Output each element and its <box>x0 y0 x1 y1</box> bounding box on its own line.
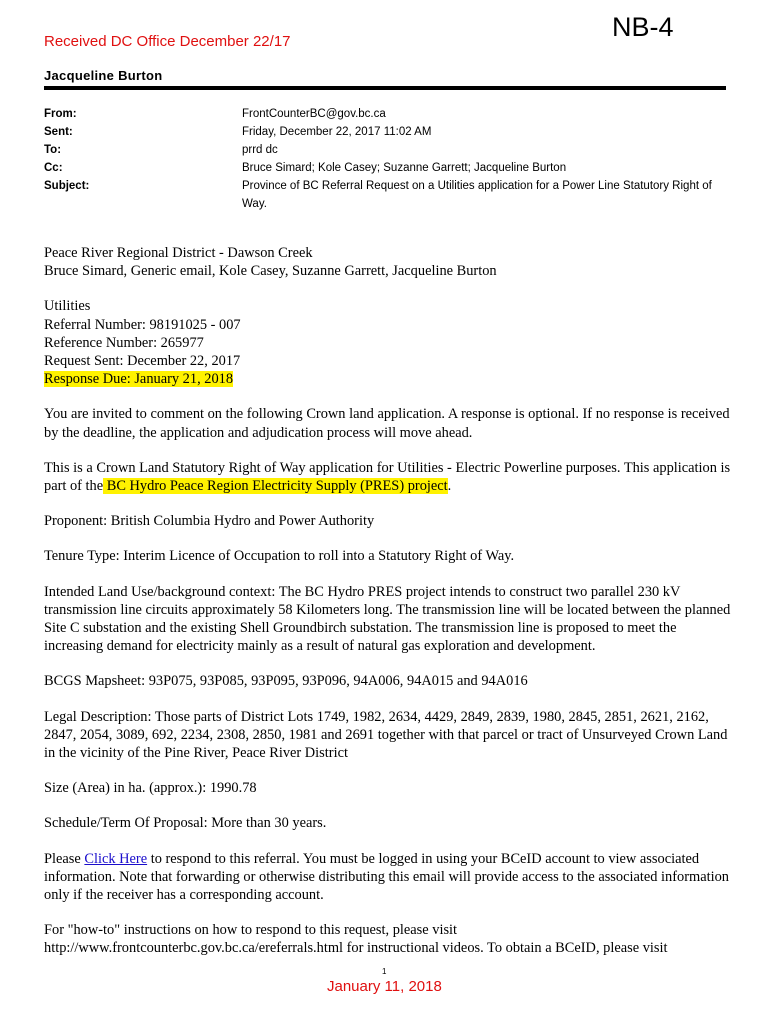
project-highlight: BC Hydro Peace Region Electricity Supply (PRES) project <box>103 478 448 495</box>
response-due: Response Due: January 21, 2018 <box>44 371 234 388</box>
email-body <box>44 244 734 975</box>
request-sent: Request Sent: December 22, 2017 <box>44 353 241 370</box>
header-label: Subject: <box>44 180 90 192</box>
intended-use-paragraph: Intended Land Use/background context: The BC Hydro PRES project intends to construct two parallel 230 kV transmission line circuits approximately 58 Kilometers long. The transmission line will be located between the planned Site C substation and the existing Shell Groundbirch substation. The transmission line is proposed to meet the increasing demand for electricity mainly as a result of natural gas exploration and development. <box>44 583 731 655</box>
respond-pre: Please <box>44 850 85 867</box>
header-label: Sent: <box>44 126 73 138</box>
click-here-link[interactable]: Click Here <box>84 850 148 867</box>
reference-number: Reference Number: 265977 <box>44 334 204 351</box>
header-cc <box>44 159 724 177</box>
referral-number: Referral Number: 98191025 - 007 <box>44 316 241 333</box>
header-value: prrd dc <box>242 144 278 156</box>
header-value: Friday, December 22, 2017 11:02 AM <box>242 126 432 138</box>
referral-category: Utilities <box>44 298 91 315</box>
size-paragraph: Size (Area) in ha. (approx.): 1990.78 <box>44 780 257 797</box>
header-label: Cc: <box>44 162 63 174</box>
header-value: Province of BC Referral Request on a Utilities application for a Power Line Statutory Right of Way. <box>242 180 712 210</box>
author-name: Jacqueline Burton <box>44 68 163 83</box>
mapsheet-paragraph: BCGS Mapsheet: 93P075, 93P085, 93P095, 93P096, 94A006, 94A015 and 94A016 <box>44 673 528 690</box>
howto-paragraph: For "how-to" instructions on how to respond to this request, please visit http://www.frontcounterbc.gov.bc.ca/ereferrals.html for instructional videos. To obtain a BCeID, please visit <box>44 922 668 957</box>
purpose-end: . <box>447 478 452 495</box>
tenure-paragraph: Tenure Type: Interim Licence of Occupation to roll into a Statutory Right of Way. <box>44 548 515 565</box>
header-subject <box>44 177 724 213</box>
respond-paragraph <box>44 850 734 905</box>
received-stamp: Received DC Office December 22/17 <box>44 33 291 50</box>
invite-paragraph: You are invited to comment on the following Crown land application. A response is optional. If no response is received by the deadline, the application and adjudication process will move ahead. <box>44 406 730 441</box>
header-sent <box>44 123 724 141</box>
footer-date: January 11, 2018 <box>327 978 442 995</box>
recipients-block <box>44 244 734 280</box>
header-from <box>44 105 724 123</box>
page-number: 1 <box>382 967 387 976</box>
recipient-names: Bruce Simard, Generic email, Kole Casey, Suzanne Garrett, Jacqueline Burton <box>44 263 497 280</box>
exhibit-label: NB-4 <box>612 12 674 42</box>
header-value: Bruce Simard; Kole Casey; Suzanne Garrett; Jacqueline Burton <box>242 162 567 174</box>
header-rule <box>44 86 726 90</box>
purpose-paragraph <box>44 459 734 495</box>
legal-description-paragraph: Legal Description: Those parts of District Lots 1749, 1982, 2634, 4429, 2849, 2839, 1980, 2845, 2851, 2621, 2162, 2847, 2054, 3089, 692, 2234, 2308, 2850, 1981 and 2691 together with that parcel or tract of Unsurveyed Crown Land in the vicinity of the Pine River, Peace River District <box>44 708 728 762</box>
proponent-paragraph: Proponent: British Columbia Hydro and Power Authority <box>44 513 375 530</box>
purpose-text: This is a Crown Land Statutory Right of Way application for Utilities - Electric Powerline purposes. This application is part of the <box>44 459 731 495</box>
email-headers <box>44 105 724 213</box>
header-to <box>44 141 724 159</box>
header-value: FrontCounterBC@gov.bc.ca <box>242 108 386 120</box>
header-label: From: <box>44 108 77 120</box>
recipient-district: Peace River Regional District - Dawson Creek <box>44 245 313 261</box>
schedule-paragraph: Schedule/Term Of Proposal: More than 30 years. <box>44 815 327 832</box>
respond-post: to respond to this referral. You must be logged in using your BCeID account to view associated information. Note that forwarding or otherwise distributing this email will provide access to the associated information only if the receiver has a corresponding account. <box>44 850 729 904</box>
referral-details <box>44 297 734 388</box>
header-label: To: <box>44 144 62 156</box>
